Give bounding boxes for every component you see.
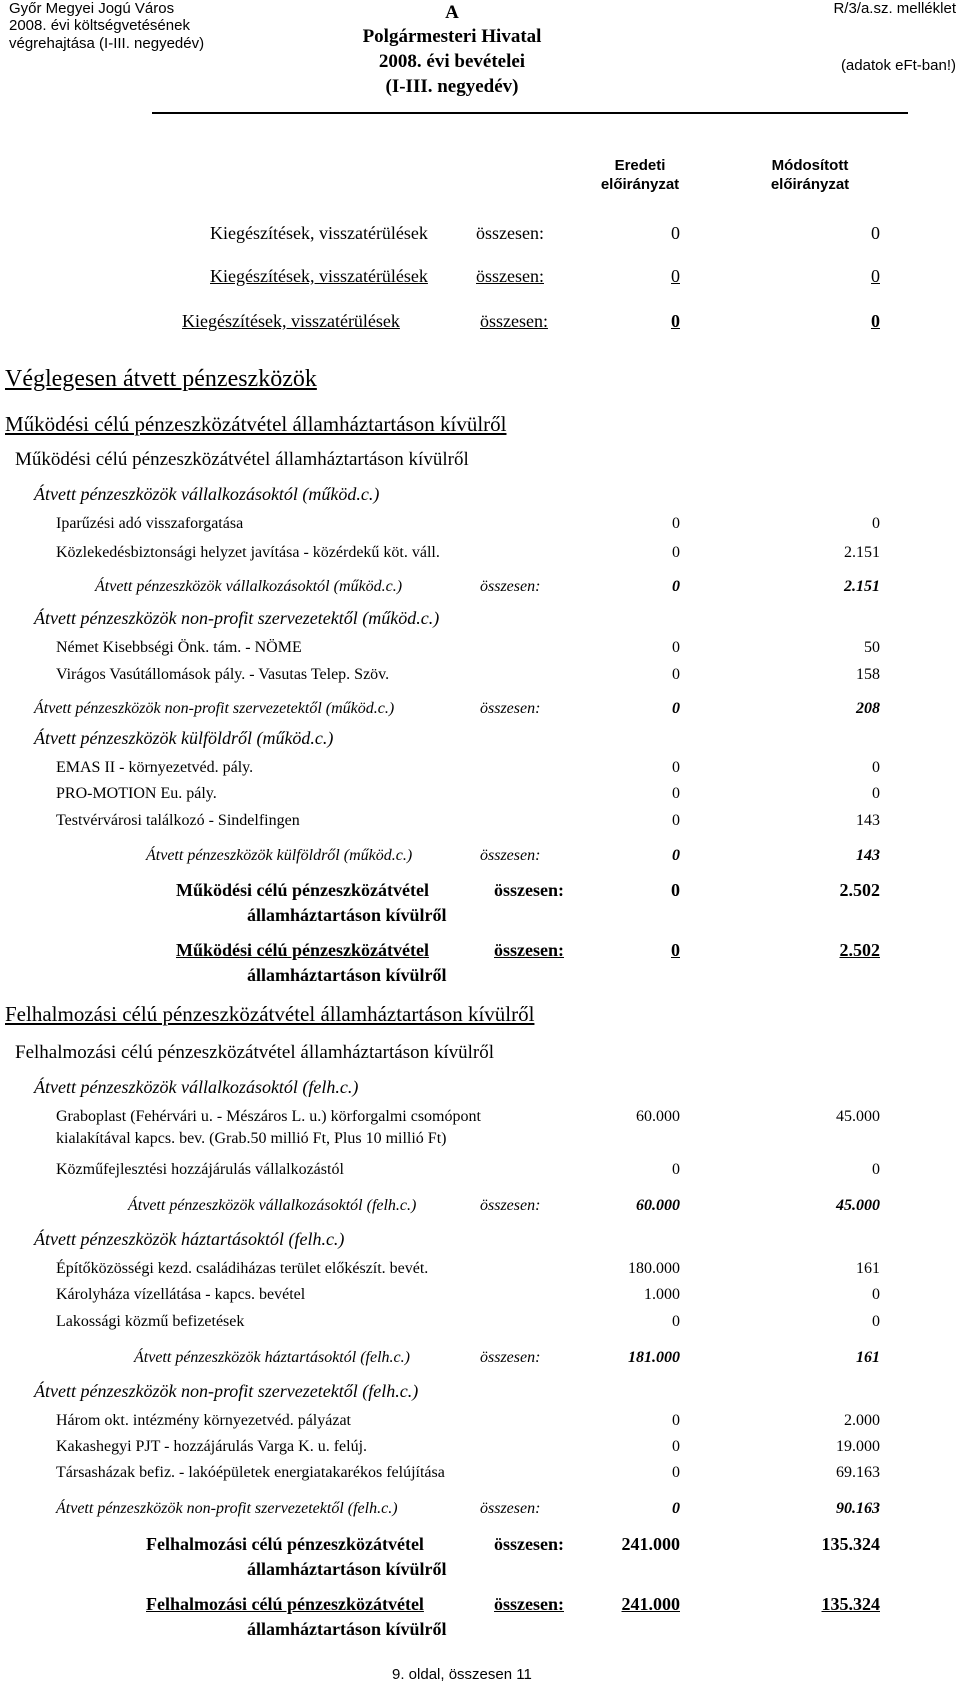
kieg-osszesen-3: összesen: bbox=[480, 311, 548, 331]
header-period: (I-III. negyedév) bbox=[385, 76, 519, 97]
felh-total-1-ered: 241.000 bbox=[621, 1534, 680, 1554]
muk-nonprofit-row-1-mod: 50 bbox=[864, 639, 880, 656]
muk-total-1-line2: államháztartáson kívülről bbox=[247, 905, 447, 925]
kieg-ered-1: 0 bbox=[671, 223, 680, 243]
muk-total-2-osszesen: összesen: bbox=[494, 940, 564, 960]
felh-vallalk-row-2: Közműfejlesztési hozzájárulás vállalkozástól bbox=[56, 1161, 344, 1178]
header-city: Győr Megyei Jogú Város bbox=[9, 0, 175, 17]
felh-haztart-row-2: Károlyháza vízellátása - kapcs. bevétel bbox=[56, 1286, 306, 1303]
felh-vallalk-total-osszesen: összesen: bbox=[480, 1197, 541, 1214]
col-modified-line1: Módosított bbox=[771, 157, 849, 174]
muk-nonprofit-row-2-ered: 0 bbox=[672, 666, 680, 683]
kieg-mod-3: 0 bbox=[871, 311, 880, 331]
kieg-ered-3: 0 bbox=[671, 311, 680, 331]
muk-kulfold-row-3-mod: 143 bbox=[856, 812, 880, 829]
felh-nonprofit-total-osszesen: összesen: bbox=[480, 1500, 541, 1517]
felh-vallalk-total-ered: 60.000 bbox=[636, 1197, 680, 1214]
muk-total-2-line2: államháztartáson kívülről bbox=[247, 965, 447, 985]
muk-vallalk-row-2: Közlekedésbiztonsági helyzet javítása - közérdekű köt. váll. bbox=[56, 544, 440, 561]
felh-nonprofit-total-label: Átvett pénzeszközök non-profit szervezetektől (felh.c.) bbox=[56, 1500, 398, 1517]
felh-total-1-mod: 135.324 bbox=[821, 1534, 880, 1554]
felh-total-1-line1: Felhalmozási célú pénzeszközátvétel bbox=[146, 1534, 424, 1554]
kieg-ered-2: 0 bbox=[671, 266, 680, 286]
muk-kulfold-row-3: Testvérvárosi találkozó - Sindelfingen bbox=[56, 812, 300, 829]
felh-total-1-osszesen: összesen: bbox=[494, 1534, 564, 1554]
kieg-label-1: Kiegészítések, visszatérülések bbox=[210, 223, 428, 243]
muk-total-1-ered: 0 bbox=[671, 880, 680, 900]
muk-vallalk-row-2-ered: 0 bbox=[672, 544, 680, 561]
muk-nonprofit-total-osszesen: összesen: bbox=[480, 700, 541, 717]
mukodesi-heading-1: Működési célú pénzeszközátvétel államháztartáson kívülről bbox=[5, 412, 507, 436]
felh-nonprofit-row-1-mod: 2.000 bbox=[844, 1412, 880, 1429]
kieg-label-3: Kiegészítések, visszatérülések bbox=[182, 311, 400, 331]
col-modified-line2: előirányzat bbox=[770, 176, 850, 193]
felh-vallalk-row-2-ered: 0 bbox=[672, 1161, 680, 1178]
header-units: (adatok eFt-ban!) bbox=[840, 57, 956, 74]
header-letter: A bbox=[445, 2, 459, 23]
felh-nonprofit-row-3-ered: 0 bbox=[672, 1464, 680, 1481]
felh-vallalk-row-1-mod: 45.000 bbox=[836, 1108, 880, 1125]
muk-vallalk-total-ered: 0 bbox=[672, 578, 680, 595]
felh-vallalk-row-2-mod: 0 bbox=[872, 1161, 880, 1178]
felh-heading-1: Felhalmozási célú pénzeszközátvétel államháztartáson kívülről bbox=[5, 1002, 535, 1026]
muk-kulfold-total-osszesen: összesen: bbox=[480, 847, 541, 864]
muk-total-1-osszesen: összesen: bbox=[494, 880, 564, 900]
muk-total-1-line1: Működési célú pénzeszközátvétel bbox=[176, 880, 429, 900]
felh-nonprofit-header: Átvett pénzeszközök non-profit szervezetektől (felh.c.) bbox=[34, 1381, 419, 1401]
felh-total-2-mod: 135.324 bbox=[821, 1594, 880, 1614]
felh-haztart-row-1-mod: 161 bbox=[856, 1260, 880, 1277]
felh-vallalk-total-mod: 45.000 bbox=[836, 1197, 880, 1214]
felh-haztart-header: Átvett pénzeszközök háztartásoktól (felh.c.) bbox=[34, 1229, 345, 1249]
header-office: Polgármesteri Hivatal bbox=[362, 26, 542, 47]
felh-nonprofit-row-3-mod: 69.163 bbox=[836, 1464, 880, 1481]
muk-kulfold-row-2-mod: 0 bbox=[872, 785, 880, 802]
felh-haztart-row-2-mod: 0 bbox=[872, 1286, 880, 1303]
felh-total-2-line1: Felhalmozási célú pénzeszközátvétel bbox=[146, 1594, 424, 1614]
muk-vallalk-row-1: Iparűzési adó visszaforgatása bbox=[56, 515, 244, 532]
felh-haztart-row-3-ered: 0 bbox=[672, 1313, 680, 1330]
felh-haztart-total-label: Átvett pénzeszközök háztartásoktól (felh.c.) bbox=[134, 1349, 410, 1366]
muk-nonprofit-total-ered: 0 bbox=[672, 700, 680, 717]
felh-total-2-line2: államháztartáson kívülről bbox=[247, 1619, 447, 1639]
felh-nonprofit-row-1-ered: 0 bbox=[672, 1412, 680, 1429]
header-rule bbox=[152, 112, 908, 114]
kieg-label-2: Kiegészítések, visszatérülések bbox=[210, 266, 428, 286]
muk-vallalk-total-label: Átvett pénzeszközök vállalkozásoktól (működ.c.) bbox=[95, 578, 403, 595]
muk-nonprofit-total-label: Átvett pénzeszközök non-profit szervezetektől (működ.c.) bbox=[34, 700, 395, 717]
mukodesi-heading-2: Működési célú pénzeszközátvétel államháztartáson kívülről bbox=[15, 449, 469, 470]
muk-kulfold-row-1: EMAS II - környezetvéd. pály. bbox=[56, 759, 254, 776]
felh-haztart-total-ered: 181.000 bbox=[628, 1349, 680, 1366]
header-execution: végrehajtása (I-III. negyedév) bbox=[9, 35, 205, 52]
kieg-mod-2: 0 bbox=[871, 266, 880, 286]
muk-total-2-ered: 0 bbox=[671, 940, 680, 960]
muk-total-2-mod: 2.502 bbox=[839, 940, 880, 960]
felh-vallalk-row-1-line2: kialakítával kapcs. bev. (Grab.50 millió Ft, Plus 10 millió Ft) bbox=[56, 1130, 447, 1147]
felh-haztart-row-1: Építőközösségi kezd. családiházas terület előkészít. bevét. bbox=[56, 1260, 429, 1277]
muk-kulfold-row-3-ered: 0 bbox=[672, 812, 680, 829]
felh-vallalk-total-label: Átvett pénzeszközök vállalkozásoktól (felh.c.) bbox=[128, 1197, 417, 1214]
felh-haztart-row-2-ered: 1.000 bbox=[644, 1286, 680, 1303]
felh-haztart-row-3: Lakossági közmű befizetések bbox=[56, 1313, 245, 1330]
header-budget: 2008. évi költségvetésének bbox=[9, 17, 190, 34]
muk-kulfold-row-2-ered: 0 bbox=[672, 785, 680, 802]
muk-nonprofit-total-mod: 208 bbox=[856, 700, 880, 717]
felh-nonprofit-total-mod: 90.163 bbox=[836, 1500, 880, 1517]
felh-vallalk-header: Átvett pénzeszközök vállalkozásoktól (felh.c.) bbox=[34, 1077, 359, 1097]
muk-kulfold-header: Átvett pénzeszközök külföldről (működ.c.) bbox=[34, 728, 334, 748]
felh-nonprofit-row-2: Kakashegyi PJT - hozzájárulás Varga K. u. felúj. bbox=[56, 1438, 368, 1455]
section-title-veglegesen: Véglegesen átvett pénzeszközök bbox=[5, 366, 317, 392]
felh-heading-2: Felhalmozási célú pénzeszközátvétel államháztartáson kívülről bbox=[15, 1042, 495, 1063]
felh-total-1-line2: államháztartáson kívülről bbox=[247, 1559, 447, 1579]
kieg-osszesen-1: összesen: bbox=[476, 223, 544, 243]
muk-vallalk-header: Átvett pénzeszközök vállalkozásoktól (működ.c.) bbox=[34, 484, 380, 504]
muk-kulfold-row-1-ered: 0 bbox=[672, 759, 680, 776]
muk-nonprofit-row-2: Virágos Vasútállomások pály. - Vasutas Telep. Szöv. bbox=[56, 666, 390, 683]
kieg-mod-1: 0 bbox=[871, 223, 880, 243]
muk-vallalk-total-osszesen: összesen: bbox=[480, 578, 541, 595]
header-annex: R/3/a.sz. melléklet bbox=[833, 0, 956, 17]
felh-total-2-ered: 241.000 bbox=[621, 1594, 680, 1614]
col-original-line2: előirányzat bbox=[600, 176, 680, 193]
felh-nonprofit-row-2-ered: 0 bbox=[672, 1438, 680, 1455]
felh-haztart-row-1-ered: 180.000 bbox=[628, 1260, 680, 1277]
felh-vallalk-row-1-ered: 60.000 bbox=[636, 1108, 680, 1125]
felh-nonprofit-row-2-mod: 19.000 bbox=[836, 1438, 880, 1455]
felh-nonprofit-row-1: Három okt. intézmény környezetvéd. pályázat bbox=[56, 1412, 351, 1429]
muk-kulfold-row-2: PRO-MOTION Eu. pály. bbox=[56, 785, 217, 802]
muk-nonprofit-row-2-mod: 158 bbox=[856, 666, 880, 683]
muk-nonprofit-header: Átvett pénzeszközök non-profit szervezetektől (működ.c.) bbox=[34, 608, 440, 628]
felh-haztart-total-mod: 161 bbox=[856, 1349, 880, 1366]
muk-kulfold-total-mod: 143 bbox=[856, 847, 880, 864]
muk-vallalk-row-1-mod: 0 bbox=[872, 515, 880, 532]
muk-vallalk-row-2-mod: 2.151 bbox=[844, 544, 880, 561]
col-original-line1: Eredeti bbox=[614, 157, 666, 174]
muk-nonprofit-row-1: Német Kisebbségi Önk. tám. - NÖME bbox=[56, 639, 302, 656]
muk-kulfold-total-label: Átvett pénzeszközök külföldről (működ.c.) bbox=[146, 847, 413, 864]
muk-kulfold-row-1-mod: 0 bbox=[872, 759, 880, 776]
felh-haztart-total-osszesen: összesen: bbox=[480, 1349, 541, 1366]
page-footer: 9. oldal, összesen 11 bbox=[392, 1666, 532, 1683]
header-revenue: 2008. évi bevételei bbox=[378, 51, 526, 72]
felh-nonprofit-row-3: Társasházak befiz. - lakóépületek energiatakarékos felújítása bbox=[56, 1464, 445, 1481]
muk-vallalk-row-1-ered: 0 bbox=[672, 515, 680, 532]
felh-vallalk-row-1-line1: Graboplast (Fehérvári u. - Mészáros L. u.) körforgalmi csomópont bbox=[56, 1108, 481, 1125]
muk-kulfold-total-ered: 0 bbox=[672, 847, 680, 864]
felh-total-2-osszesen: összesen: bbox=[494, 1594, 564, 1614]
muk-total-1-mod: 2.502 bbox=[839, 880, 880, 900]
muk-vallalk-total-mod: 2.151 bbox=[844, 578, 880, 595]
muk-total-2-line1: Működési célú pénzeszközátvétel bbox=[176, 940, 429, 960]
kieg-osszesen-2: összesen: bbox=[476, 266, 544, 286]
felh-haztart-row-3-mod: 0 bbox=[872, 1313, 880, 1330]
muk-nonprofit-row-1-ered: 0 bbox=[672, 639, 680, 656]
felh-nonprofit-total-ered: 0 bbox=[672, 1500, 680, 1517]
